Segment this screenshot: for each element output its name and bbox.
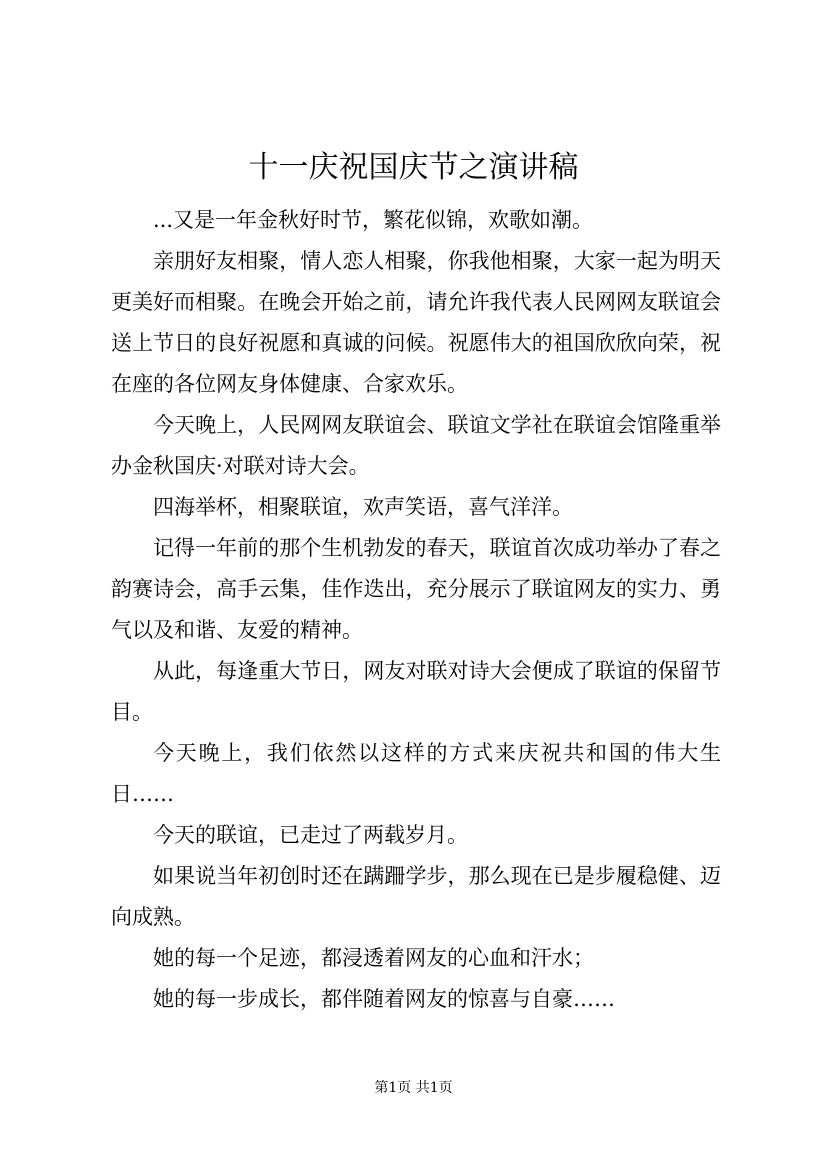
paragraph-1: ...又是一年金秋好时节，繁花似锦，欢歌如潮。 [153, 208, 594, 232]
paragraph-4: 四海举杯，相聚联谊，欢声笑语，喜气洋洋。 [153, 495, 573, 519]
paragraph-6: 从此，每逢重大节日，网友对联对诗大会便成了联谊的保留节目。 [111, 659, 721, 724]
document-title: 十一庆祝国庆节之演讲稿 [248, 150, 579, 185]
paragraph-8: 今天的联谊，已走过了两载岁月。 [153, 823, 468, 847]
paragraph-3: 今天晚上，人民网网友联谊会、联谊文学社在联谊会馆隆重举办金秋国庆·对联对诗大会。 [111, 413, 721, 478]
document-body [111, 200, 721, 1020]
paragraph-7: 今天晚上，我们依然以这样的方式来庆祝共和国的伟大生日…… [111, 741, 721, 806]
page-number-footer: 第1页 共1页 [374, 1080, 453, 1096]
paragraph-5: 记得一年前的那个生机勃发的春天，联谊首次成功举办了春之韵赛诗会，高手云集，佳作迭出，充分展示了联谊网友的实力、勇气以及和谐、友爱的精神。 [111, 536, 721, 642]
paragraph-10: 她的每一个足迹，都浸透着网友的心血和汗水； [153, 946, 594, 970]
paragraph-2: 亲朋好友相聚，情人恋人相聚，你我他相聚，大家一起为明天更美好而相聚。在晚会开始之前，请允许我代表人民网网友联谊会送上节日的良好祝愿和真诚的问候。祝愿伟大的祖国欣欣向荣，祝在座的各位网友身体健康、合家欢乐。 [111, 249, 721, 396]
paragraph-9: 如果说当年初创时还在蹒跚学步，那么现在已是步履稳健、迈向成熟。 [111, 864, 721, 929]
paragraph-11: 她的每一步成长，都伴随着网友的惊喜与自豪…… [153, 987, 615, 1011]
